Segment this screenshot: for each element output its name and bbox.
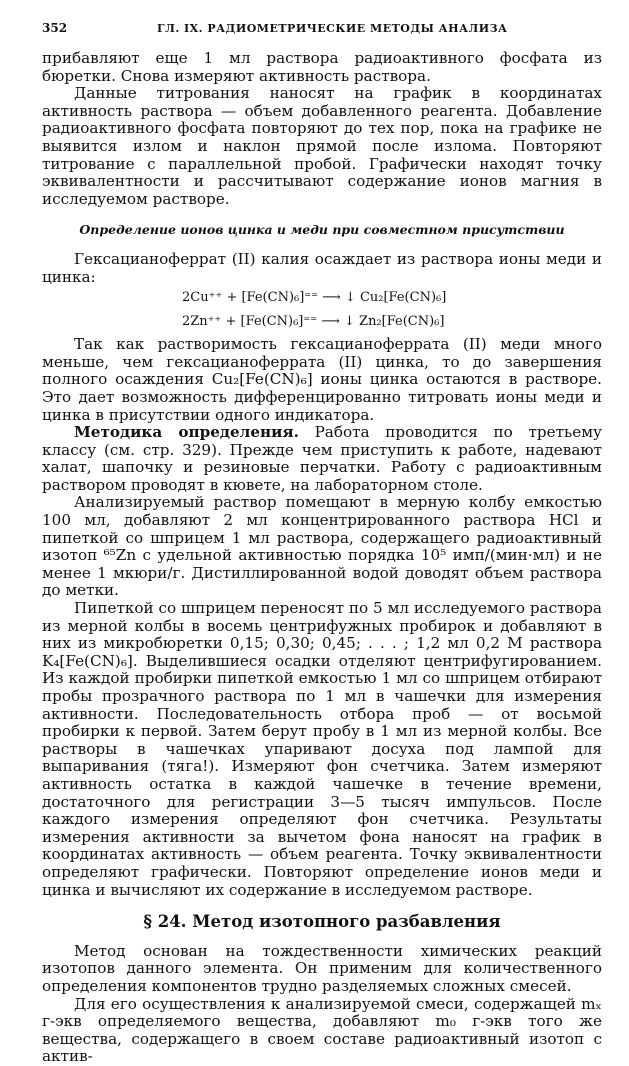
paragraph: Пипеткой со шприцем переносят по 5 мл исследуемого раствора из мерной колбы в восемь центрифужных пробирок и добавляют в них из микробюретки 0,15; 0,30; 0,45; . . . ; 1,2 мл 0,2 М раствора K₄[Fe(CN)₆]. Выделившиеся осадки отделяют центрифугированием. Из каждой пробирки пипеткой емкостью 1 мл со шприцем отбирают пробы прозрачного раствора по 1 мл в чашечки для измерения активности. Последовательность отбора проб — от восьмой пробирки к первой. Затем берут пробу в 1 мл из мерной колбы. Все растворы в чашечках упаривают досуха под лампой для выпаривания (тяга!). Измеряют фон счетчика. Затем измеряют активность остатка в каждой чашечке в течение времени, достаточного для регистрации 3—5 тысяч импульсов. После каждого измерения определяют фон счетчика. Результаты измерения активности за вычетом фона наносят на график в координатах активность — объем реагента. Точку эквивалентности определяют графически. Повторяют определение ионов меди и цинка и вычисляют их содержание в исследуемом растворе. — [42, 599, 602, 899]
page-header — [42, 21, 602, 39]
paragraph: прибавляют еще 1 мл раствора радиоактивного фосфата из бюретки. Снова измеряют активность раствора. — [42, 49, 602, 85]
paragraph: Гексацианоферрат (II) калия осаждает из раствора ионы меди и цинка: — [42, 249, 602, 286]
page-number: 352 — [42, 21, 68, 35]
method-lead: Методика определения. — [74, 423, 299, 442]
paragraph: Анализируемый раствор помещают в мерную колбу емкостью 100 мл, добавляют 2 мл концентрированного раствора HCl и пипеткой со шприцем 1 мл раствора, содержащего радиоактивный изотоп ⁶⁵Zn с удельной активностью порядка 10⁵ имп/(мин·мл) и не менее 1 мкюри/г. Дистиллированной водой доводят объем раствора до метки. — [42, 493, 602, 600]
equation-zinc: 2Zn⁺⁺ + [Fe(CN)₆]⁼⁼ ⟶ ↓ Zn₂[Fe(CN)₆] — [182, 314, 445, 330]
method-text: Работа проводится по третьему классу (см. стр. 329). Прежде чем приступить к работе, надевают халат, шапочку и резиновые перчатки. Работу с радиоактивным раствором проводят в кювете, на лабораторном столе. — [42, 423, 602, 494]
subheading: Определение ионов цинка и меди при совместном присутствии — [79, 222, 565, 238]
paragraph: Так как растворимость гексацианоферрата (II) меди много меньше, чем гексацианоферрата (II) цинка, то до завершения полного осаждения Cu₂[Fe(CN)₆] ионы цинка остаются в растворе. Это дает возможность дифференцированно титровать ионы меди и цинка в присутствии одного индикатора. — [42, 335, 602, 424]
paragraph: Для его осуществления к анализируемой смеси, содержащей mₓ г-экв определяемого вещества, добавляют m₀ г-экв того же вещества, содержащего в своем составе радиоактивный изотоп с актив- — [42, 994, 602, 1066]
paragraph: Данные титрования наносят на график в координатах активность раствора — объем добавленного реагента. Добавление радиоактивного фосфата повторяют до тех пор, пока на графике не выявится излом и наклон прямой после излома. Повторяют титрование с параллельной пробой. Графически находят точку эквивалентности и рассчитывают содержание ионов магния в исследуемом растворе. — [42, 84, 602, 208]
paragraph: Метод основан на тождественности химических реакций изотопов данного элемента. Он применим для количественного определения компонентов трудно разделяемых сложных смесей. — [42, 941, 602, 995]
page-body — [42, 50, 602, 1066]
paragraph — [42, 424, 602, 494]
equation-copper: 2Cu⁺⁺ + [Fe(CN)₆]⁼⁼ ⟶ ↓ Cu₂[Fe(CN)₆] — [182, 290, 447, 306]
section-title: § 24. Метод изотопного разбавления — [143, 912, 501, 932]
running-title: ГЛ. IX. РАДИОМЕТРИЧЕСКИЕ МЕТОДЫ АНАЛИЗА — [157, 22, 508, 35]
